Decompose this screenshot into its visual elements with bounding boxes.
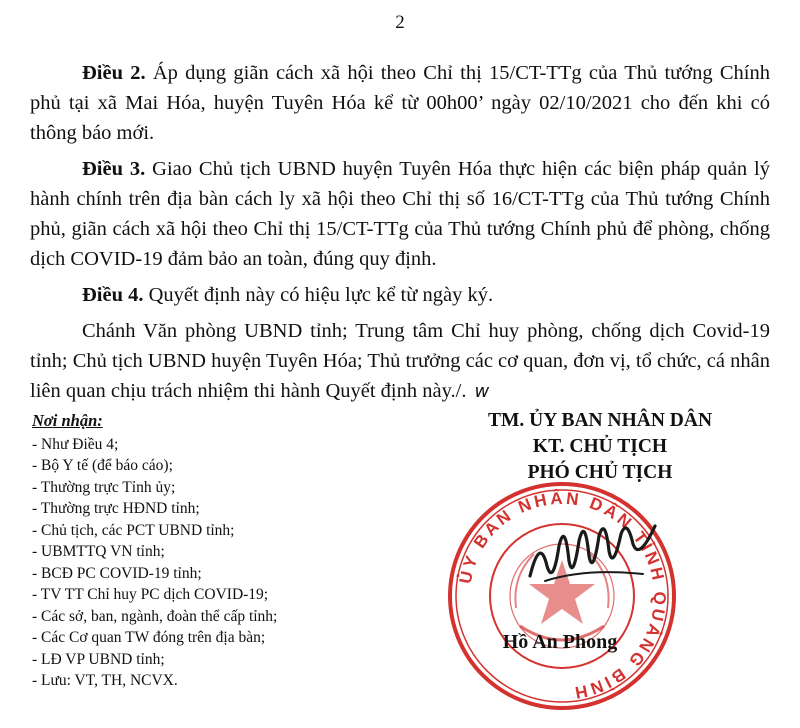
signature-block (410, 408, 790, 708)
recipient-item: - Như Điều 4; (32, 435, 119, 453)
article-text: Giao Chủ tịch UBND huyện Tuyên Hóa thực hiện các biện pháp quản lý hành chính trên địa bàn cách ly xã hội theo Chỉ thị số 16/CT-TTg của Thủ tướng Chính phủ, giãn cách xã hội theo Chỉ thị 15/CT-TTg của Thủ tướng Chính phủ để phòng, chống dịch COVID-19 đảm bảo an toàn, đúng quy định. (30, 158, 770, 270)
recipient-item: - TV TT Chỉ huy PC dịch COVID-19; (32, 586, 269, 603)
page-number: 2 (395, 12, 405, 33)
signer-name: Hồ An Phong (502, 631, 618, 653)
sign-line-3: PHÓ CHỦ TỊCH (527, 462, 673, 483)
initial-mark: w (474, 381, 490, 402)
recipient-item: - Các sở, ban, ngành, đoàn thể cấp tỉnh; (32, 607, 278, 625)
recipients-items (32, 434, 432, 692)
signature-icon (525, 506, 665, 596)
recipient-item: - Các Cơ quan TW đóng trên địa bàn; (32, 629, 266, 646)
recipient-item: - Bộ Y tế (để báo cáo); (32, 457, 173, 474)
sign-line-1: TM. ỦY BAN NHÂN DÂN (487, 410, 713, 431)
recipient-item: - UBMTTQ VN tỉnh; (32, 543, 165, 560)
article-3 (30, 154, 770, 274)
closing-text: Chánh Văn phòng UBND tỉnh; Trung tâm Chỉ huy phòng, chống dịch Covid-19 tỉnh; Chủ tịch UBND huyện Tuyên Hóa; Thủ trưởng các cơ quan, đơn vị, tổ chức, cá nhân liên quan chịu trách nhiệm thi hành Quyết định này./. (30, 320, 770, 402)
sign-line-2: KT. CHỦ TỊCH (532, 436, 668, 457)
recipients-title: Nơi nhận: (32, 411, 103, 430)
recipient-item: - Lưu: VT, TH, NCVX. (32, 672, 178, 689)
article-text: Quyết định này có hiệu lực kể từ ngày ký. (143, 284, 494, 306)
recipients-list (32, 410, 432, 692)
seal-text: ỦY BAN NHÂN DÂN TỈNH QUẢNG BÌNH (455, 488, 670, 703)
recipient-item: - LĐ VP UBND tỉnh; (32, 650, 165, 668)
article-4 (30, 280, 770, 310)
recipient-item: - Chủ tịch, các PCT UBND tỉnh; (32, 521, 235, 539)
recipient-item: - Thường trực Tỉnh ủy; (32, 478, 176, 496)
recipient-item: - BCĐ PC COVID-19 tỉnh; (32, 564, 202, 582)
closing-paragraph (30, 316, 770, 407)
article-label: Điều 4. (82, 284, 144, 306)
article-text: Áp dụng giãn cách xã hội theo Chỉ thị 15/CT-TTg của Thủ tướng Chính phủ tại xã Mai Hóa, huyện Tuyên Hóa kể từ 00h00’ ngày 02/10/2021 cho đến khi có thông báo mới. (30, 62, 770, 144)
article-label: Điều 3. (82, 158, 146, 180)
article-label: Điều 2. (82, 62, 146, 84)
document-body (30, 58, 770, 413)
article-2 (30, 58, 770, 148)
recipient-item: - Thường trực HĐND tỉnh; (32, 500, 200, 517)
